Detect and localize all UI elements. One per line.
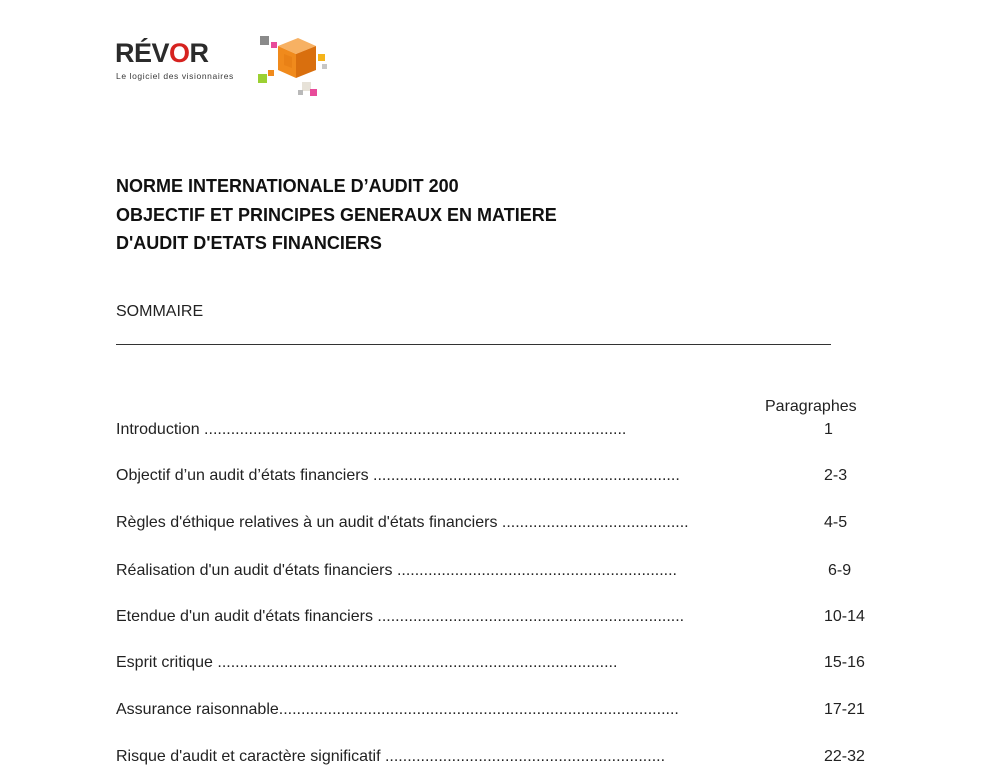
toc-row (116, 748, 876, 770)
paragraphs-column-header: Paragraphes (765, 398, 857, 415)
toc-entry-label: Risque d'audit et caractère significatif ............................................................... (116, 748, 666, 765)
toc-row (116, 467, 876, 489)
title-line: OBJECTIF ET PRINCIPES GENERAUX EN MATIERE (116, 204, 557, 225)
toc-entry-paragraphs: 6-9 (828, 562, 852, 579)
summary-heading: SOMMAIRE (116, 303, 204, 320)
toc-entry-label: Réalisation d'un audit d'états financiers ............................................................... (116, 562, 677, 579)
toc-entry-label: Règles d'éthique relatives à un audit d'états financiers .......................................... (116, 514, 689, 531)
toc-row (116, 562, 876, 584)
document-title (116, 172, 557, 258)
title-line: NORME INTERNATIONALE D’AUDIT 200 (116, 176, 459, 196)
toc-entry-paragraphs: 22-32 (824, 748, 865, 765)
toc-row (116, 514, 876, 536)
toc-entry-paragraphs: 1 (824, 421, 833, 438)
toc-entry-paragraphs: 15-16 (824, 654, 865, 671)
toc-entry-label: Assurance raisonnable.......................................................................................... (116, 701, 679, 718)
logo-tagline: Le logiciel des visionnaires (116, 71, 234, 81)
toc-row (116, 608, 876, 630)
toc-entry-paragraphs: 4-5 (824, 514, 848, 531)
toc-entry-label: Etendue d'un audit d'états financiers ..................................................................... (116, 608, 685, 625)
toc-row (116, 421, 876, 443)
toc-entry-label: Objectif d’un audit d’états financiers ..................................................................... (116, 467, 680, 484)
toc-entry-paragraphs: 17-21 (824, 701, 865, 718)
title-line: D'AUDIT D'ETATS FINANCIERS (116, 233, 382, 253)
toc-row (116, 654, 876, 676)
toc-row (116, 701, 876, 723)
toc-entry-paragraphs: 10-14 (824, 608, 865, 625)
logo-wordmark: RÉVOR (115, 38, 209, 68)
divider (116, 344, 831, 345)
toc-entry-paragraphs: 2-3 (824, 467, 848, 484)
toc-entry-label: Esprit critique .......................................................................................... (116, 654, 618, 671)
cubes-logo-icon (258, 34, 338, 98)
toc-entry-label: Introduction ............................................................................................... (116, 421, 627, 438)
revor-logo (113, 34, 343, 98)
